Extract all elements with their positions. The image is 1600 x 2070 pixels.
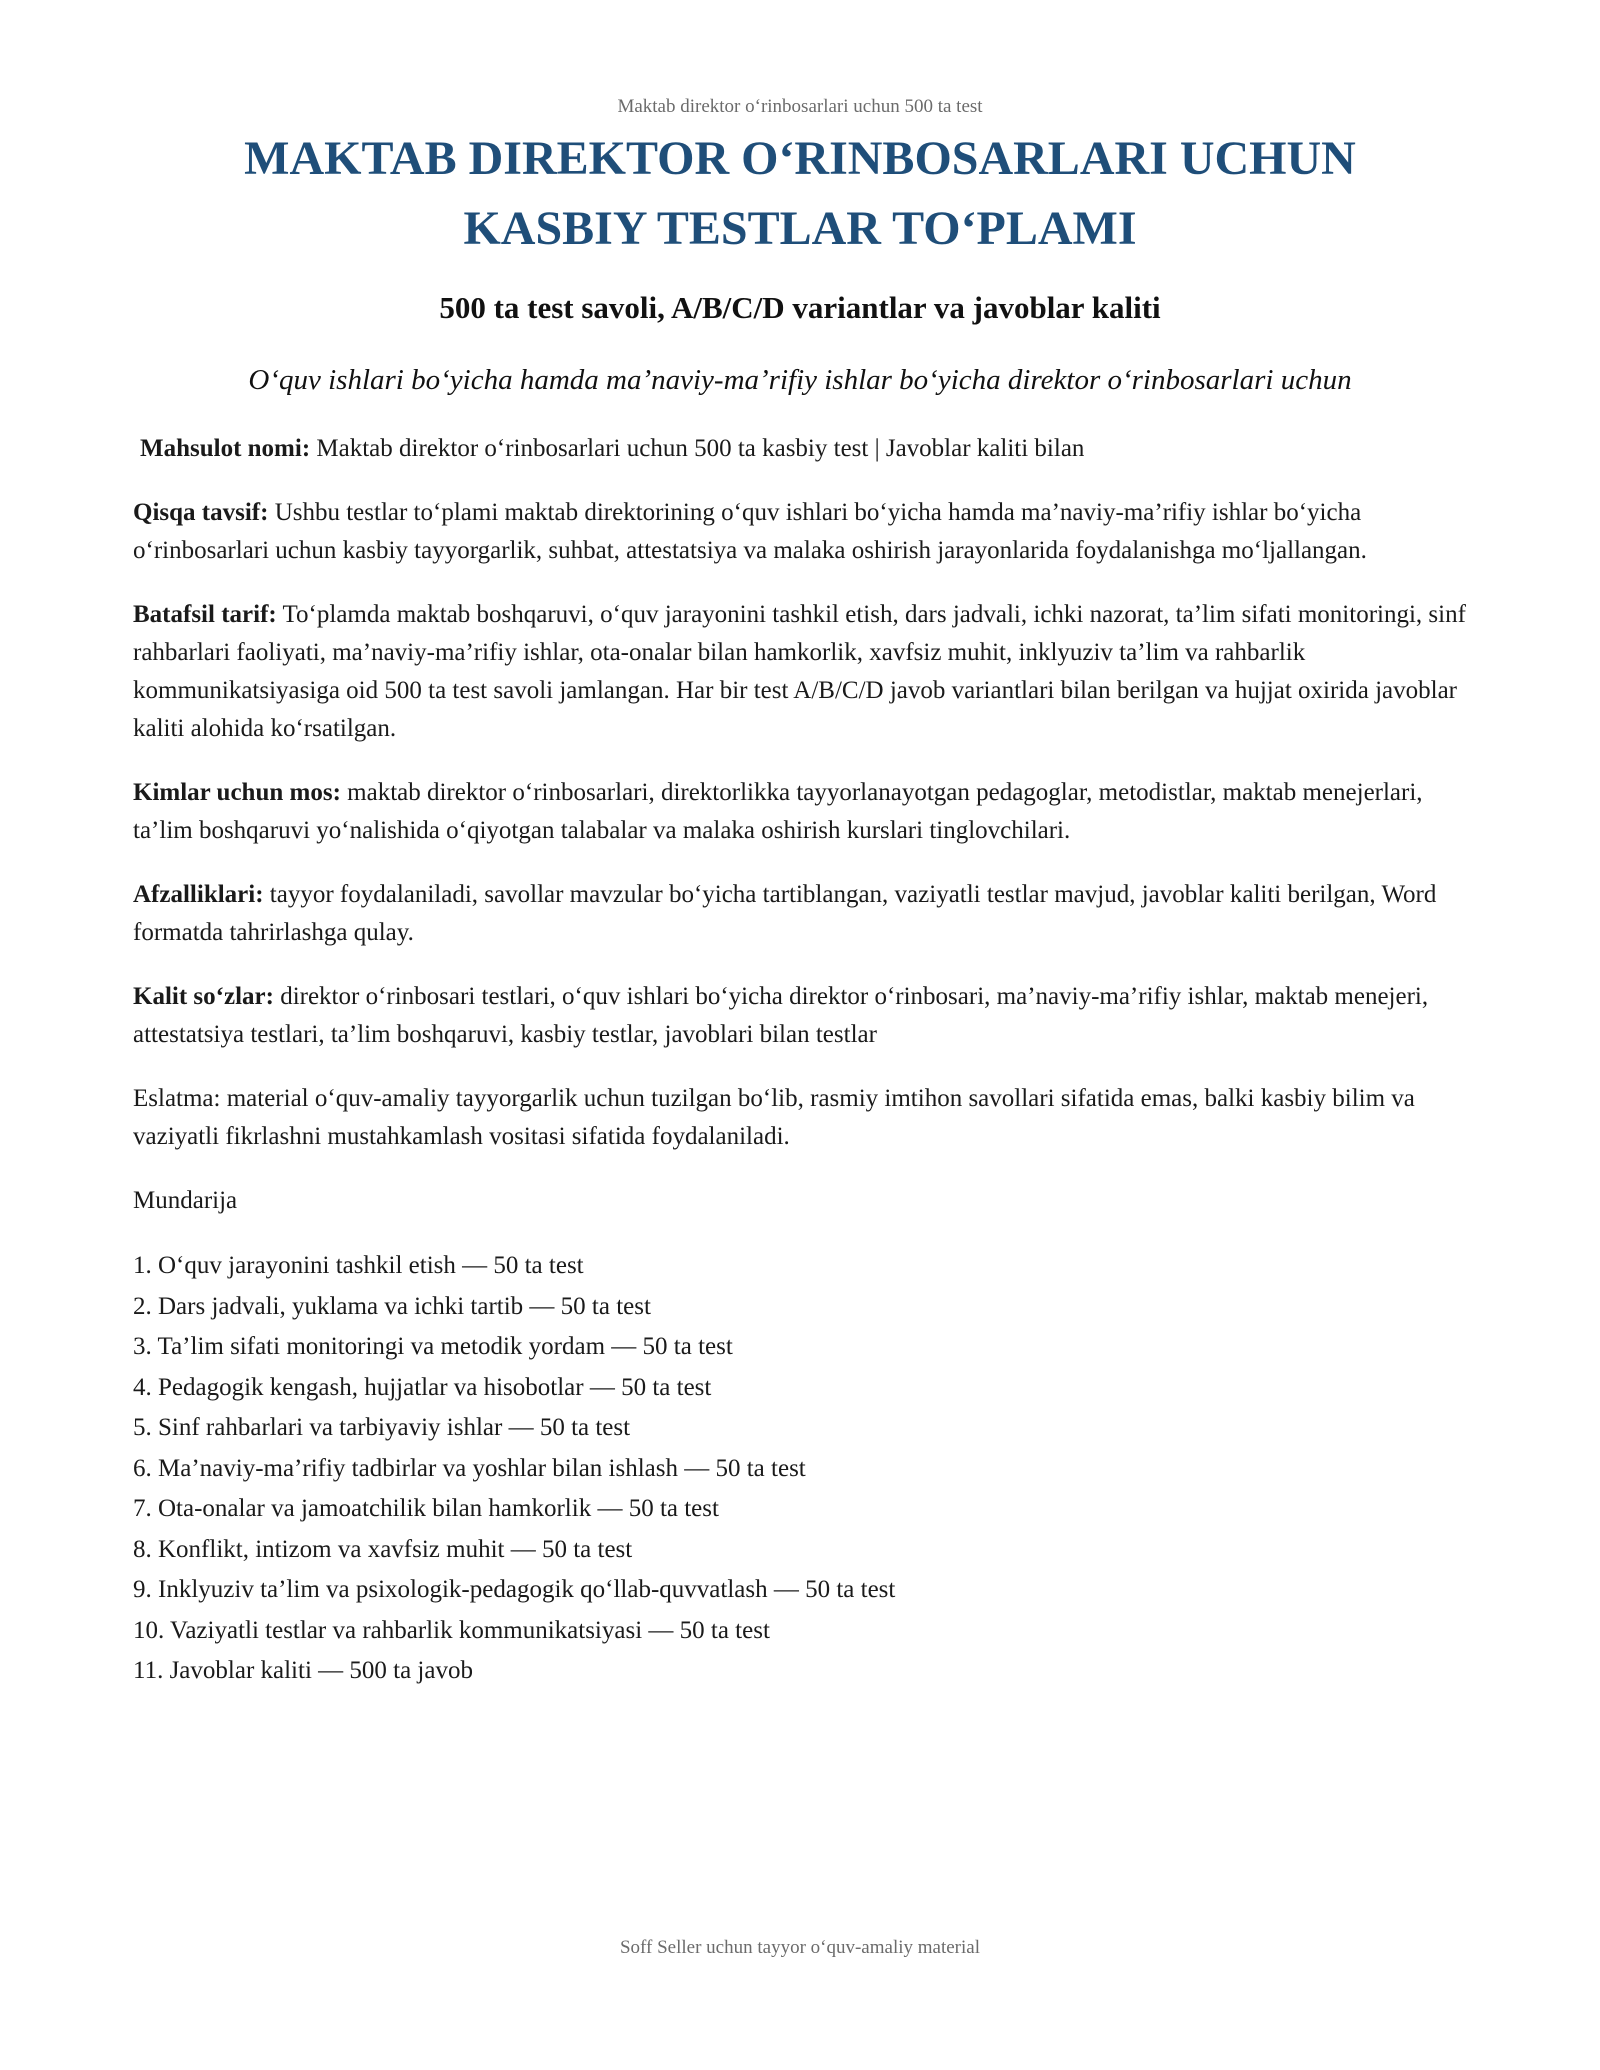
detailed-description-text: To‘plamda maktab boshqaruvi, o‘quv jarayonini tashkil etish, dars jadvali, ichki nazorat, ta’lim sifati monitoringi, sinf rahbarlari faoliyati, ma’naviy-ma’rifiy ishlar, ota-onalar bilan hamkorlik, xavfsiz muhit, inklyuziv ta’lim va rahbarlik kommunikatsiyasiga oid 500 ta test savoli jamlangan. Har bir test A/B/C/D javob variantlari bilan berilgan va hujjat oxirida javoblar kaliti alohida ko‘rsatilgan. (133, 601, 1466, 742)
toc-item: 3. Ta’lim sifati monitoringi va metodik yordam — 50 ta test (133, 1333, 733, 1360)
short-description-label: Qisqa tavsif: (133, 499, 269, 526)
toc-item: 2. Dars jadvali, yuklama va ichki tartib — 50 ta test (133, 1292, 651, 1320)
toc-item: 4. Pedagogik kengash, hujjatlar va hisobotlar — 50 ta test (133, 1373, 712, 1401)
target-audience-label: Kimlar uchun mos: (133, 779, 341, 806)
toc-list (133, 1246, 1483, 1692)
running-footer: Soff Seller uchun tayyor o‘quv-amaliy material (619, 1937, 981, 1958)
short-description-paragraph (133, 494, 1483, 570)
short-description-text: Ushbu testlar to‘plami maktab direktorining o‘quv ishlari bo‘yicha hamda ma’naviy-ma’rifiy ishlar bo‘yicha o‘rinbosarlari uchun kasbiy tayyorgarlik, suhbat, attestatsiya va malaka oshirish jarayonlarida foydalanishga mo‘ljallangan. (133, 499, 1367, 564)
advantages-text: tayyor foydalaniladi, savollar mavzular bo‘yicha tartiblangan, vaziyatli testlar mavjud, javoblar kaliti berilgan, Word formatda tahrirlashga qulay. (133, 881, 1437, 946)
toc-item: 11. Javoblar kaliti — 500 ta javob (133, 1657, 473, 1684)
document-title-line-2: KASBIY TESTLAR TO‘PLAMI (463, 202, 1137, 255)
document-subtitle: 500 ta test savoli, A/B/C/D variantlar va javoblar kaliti (439, 290, 1161, 325)
keywords-paragraph (133, 978, 1483, 1054)
detailed-description-paragraph (133, 596, 1483, 748)
toc-item: 6. Ma’naviy-ma’rifiy tadbirlar va yoshlar bilan ishlash — 50 ta test (133, 1454, 806, 1482)
advantages-label: Afzalliklari: (133, 881, 264, 908)
toc-item: 1. O‘quv jarayonini tashkil etish — 50 ta test (133, 1252, 584, 1279)
document-title (150, 124, 1450, 264)
product-name-text: Maktab direktor o‘rinbosarlari uchun 500 ta kasbiy test | Javoblar kaliti bilan (310, 435, 1085, 462)
product-name-label: Mahsulot nomi: (140, 435, 311, 462)
advantages-paragraph (133, 876, 1483, 952)
toc-item: 10. Vaziyatli testlar va rahbarlik kommunikatsiyasi — 50 ta test (133, 1616, 770, 1644)
product-name-paragraph (133, 430, 1483, 468)
note-paragraph: Eslatma: material o‘quv-amaliy tayyorgarlik uchun tuzilgan bo‘lib, rasmiy imtihon savollari sifatida emas, balki kasbiy bilim va vaziyatli fikrlashni mustahkamlash vositasi sifatida foydalaniladi. (133, 1085, 1415, 1150)
toc-item: 8. Konflikt, intizom va xavfsiz muhit — 50 ta test (133, 1535, 633, 1563)
keywords-label: Kalit so‘zlar: (133, 983, 274, 1010)
document-title-line-1: MAKTAB DIREKTOR O‘RINBOSARLARI UCHUN (244, 132, 1356, 185)
detailed-description-label: Batafsil tarif: (133, 601, 277, 628)
toc-item: 5. Sinf rahbarlari va tarbiyaviy ishlar — 50 ta test (133, 1414, 631, 1441)
keywords-text: direktor o‘rinbosari testlari, o‘quv ishlari bo‘yicha direktor o‘rinbosari, ma’naviy-ma’rifiy ishlar, maktab menejeri, attestatsiya testlari, ta’lim boshqaruvi, kasbiy testlar, javoblari bilan testlar (133, 983, 1429, 1048)
document-body (133, 430, 1483, 1692)
running-header: Maktab direktor o‘rinbosarlari uchun 500 ta test (617, 96, 983, 117)
toc-heading: Mundarija (133, 1187, 238, 1214)
toc-item: 7. Ota-onalar va jamoatchilik bilan hamkorlik — 50 ta test (133, 1495, 719, 1522)
toc-item: 9. Inklyuziv ta’lim va psixologik-pedagogik qo‘llab-quvvatlash — 50 ta test (133, 1576, 896, 1603)
target-audience-text: maktab direktor o‘rinbosarlari, direktorlikka tayyorlanayotgan pedagoglar, metodistlar, maktab menejerlari, ta’lim boshqaruvi yo‘nalishida o‘qiyotgan talabalar va malaka oshirish kurslari tinglovchilari. (133, 779, 1423, 844)
audience-line: O‘quv ishlari bo‘yicha hamda ma’naviy-ma’rifiy ishlar bo‘yicha direktor o‘rinbosarlari uchun (248, 364, 1352, 396)
target-audience-paragraph (133, 774, 1483, 850)
